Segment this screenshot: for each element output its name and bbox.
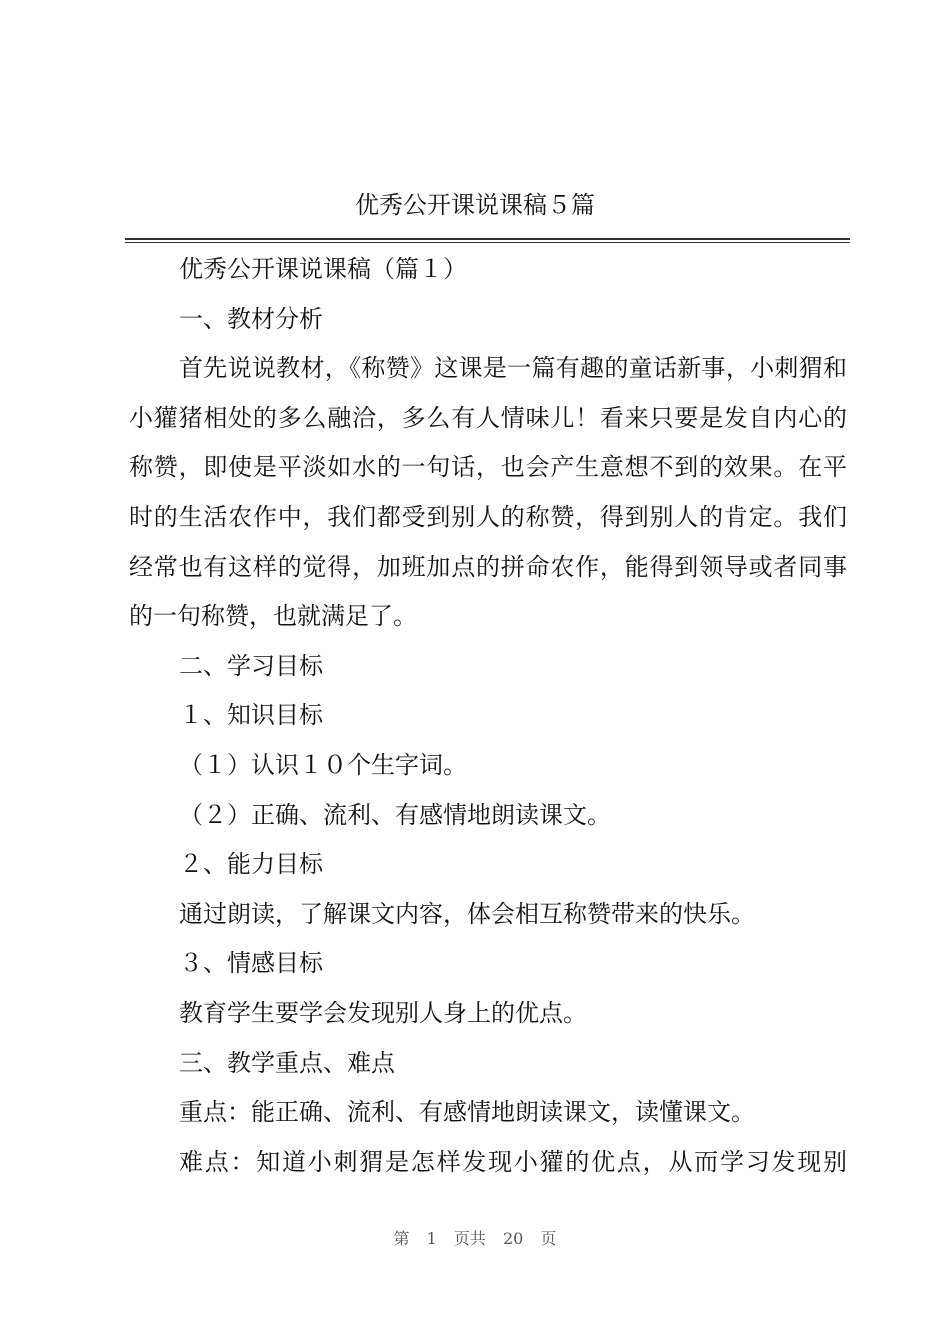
title-divider-thick [125, 238, 850, 240]
body-paragraph: 难点：知道小刺猬是怎样发现小獾的优点，从而学习发现别 [179, 1147, 847, 1176]
document-body [129, 245, 847, 1187]
list-item: （１）认识１０个生字词。 [179, 750, 467, 779]
page-footer: 第 1 页共 20 页 [393, 1229, 557, 1248]
page-title: 优秀公开课说课稿５篇 [355, 191, 595, 219]
sub-heading: ３、情感目标 [179, 949, 323, 978]
section-heading: 优秀公开课说课稿（篇１） [179, 255, 467, 283]
body-paragraph: 重点：能正确、流利、有感情地朗读课文，读懂课文。 [179, 1098, 755, 1127]
list-item: （２）正确、流利、有感情地朗读课文。 [179, 800, 611, 829]
body-paragraph: 教育学生要学会发现别人身上的优点。 [179, 998, 587, 1027]
title-divider-thin [125, 242, 850, 243]
section-heading: 三、教学重点、难点 [179, 1048, 395, 1077]
section-heading: 二、学习目标 [179, 651, 323, 680]
body-paragraph: 首先说说教材，《称赞》这课是一篇有趣的童话新事，小刺猬和小獾猪相处的多么融洽，多么有人情味儿！看来只要是发自内心的称赞，即使是平淡如水的一句话，也会产生意想不到的效果。在平时的生活农作中，我们都受到别人的称赞，得到别人的肯定。我们经常也有这样的觉得，加班加点的拼命农作，能得到领导或者同事的一句称赞，也就满足了。 [129, 354, 847, 631]
body-paragraph: 通过朗读，了解课文内容，体会相互称赞带来的快乐。 [179, 899, 755, 928]
sub-heading: １、知识目标 [179, 701, 323, 730]
section-heading: 一、教材分析 [179, 304, 323, 333]
sub-heading: ２、能力目标 [179, 850, 323, 879]
